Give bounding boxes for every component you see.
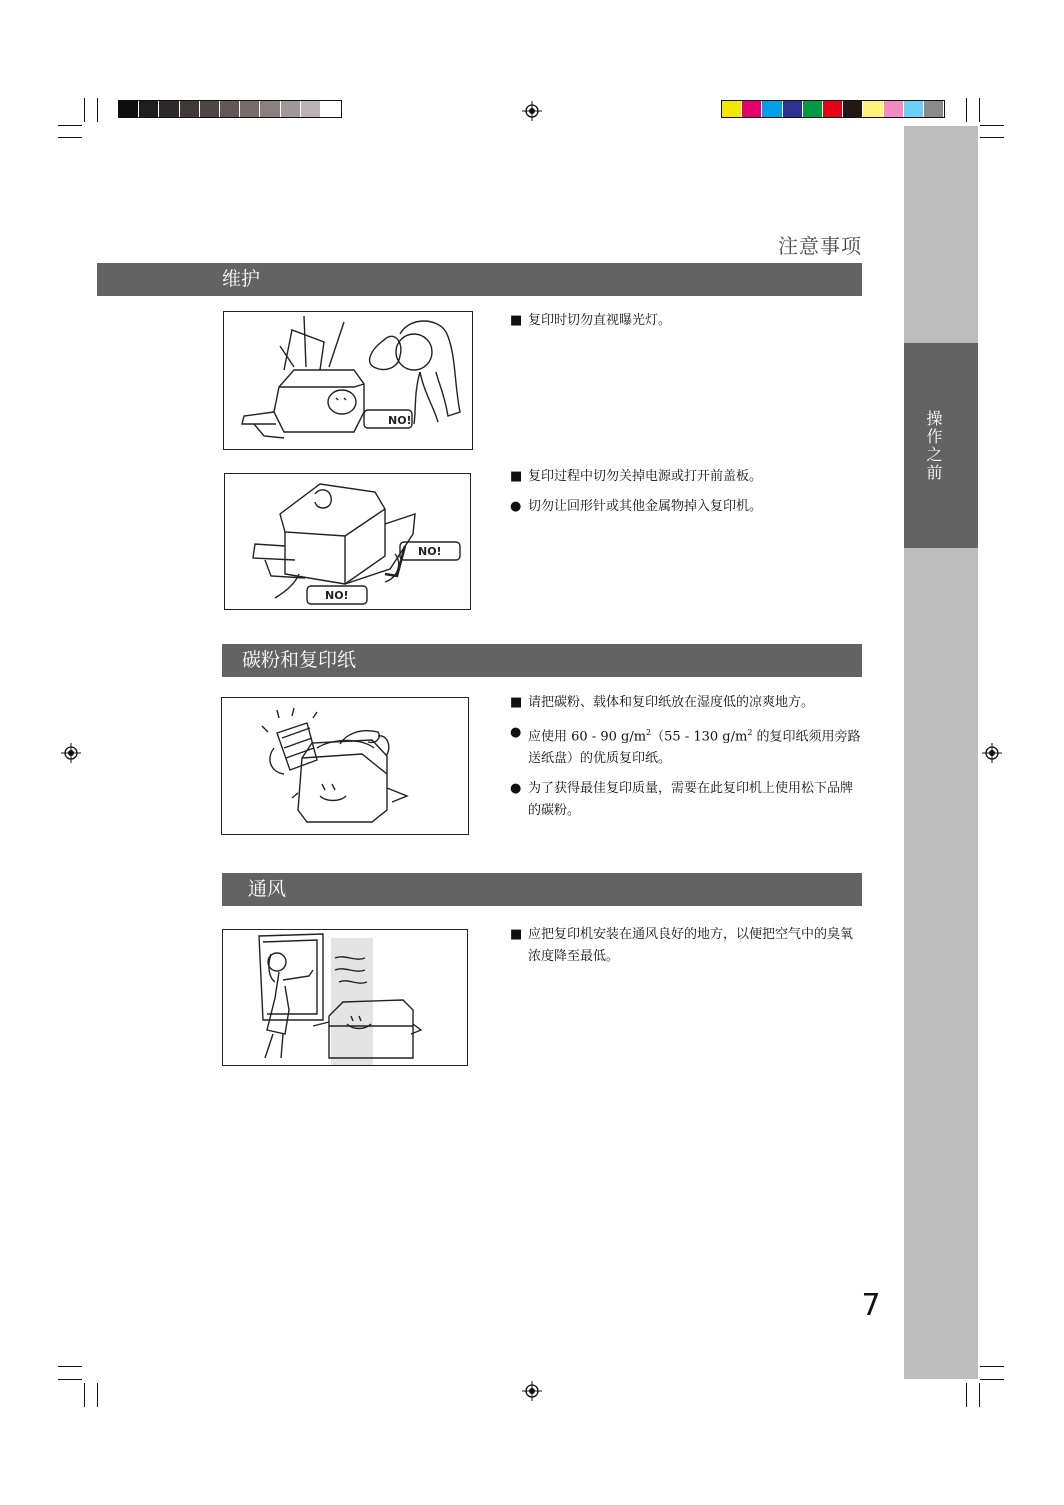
registration-mark-icon bbox=[522, 101, 542, 121]
section-header-maintenance bbox=[97, 263, 862, 296]
note-group bbox=[510, 924, 862, 976]
gray-swatch bbox=[139, 101, 159, 117]
note-text: 切勿让回形针或其他金属物掉入复印机。 bbox=[528, 499, 763, 514]
bullet-square-icon: ■ bbox=[510, 695, 523, 710]
section-title: 碳粉和复印纸 bbox=[242, 649, 357, 671]
registration-mark-icon bbox=[982, 743, 1002, 763]
gray-swatch bbox=[220, 101, 240, 117]
section-title: 维护 bbox=[222, 268, 261, 290]
illustration-toner-paper bbox=[221, 697, 469, 835]
note-group bbox=[510, 466, 862, 526]
registration-mark-icon bbox=[522, 1381, 542, 1401]
gray-swatch bbox=[200, 101, 220, 117]
color-bar bbox=[721, 100, 945, 118]
bullet-square-icon: ■ bbox=[510, 313, 523, 328]
note-text: 复印过程中切勿关掉电源或打开前盖板。 bbox=[528, 469, 763, 484]
bullet-circle-icon: ● bbox=[510, 725, 522, 740]
color-swatch bbox=[742, 101, 762, 117]
note-group bbox=[510, 692, 862, 830]
no-label: NO! bbox=[388, 414, 412, 427]
bullet-circle-icon: ● bbox=[510, 781, 522, 797]
color-swatch bbox=[884, 101, 904, 117]
note-text: 应使用 60 - 90 $g/m^2(55 - 130$ $g/m^2$ 的复印纸须用旁路送纸盘）的优质复印纸。 bbox=[528, 728, 861, 767]
crop-mark bbox=[980, 1379, 1004, 1380]
crop-mark bbox=[58, 137, 82, 138]
gray-swatch bbox=[159, 101, 179, 117]
color-swatch bbox=[722, 101, 742, 117]
color-swatch bbox=[904, 101, 924, 117]
gray-swatch bbox=[260, 101, 280, 117]
gray-swatch bbox=[321, 101, 341, 117]
bullet-circle-icon: ● bbox=[510, 499, 522, 514]
note-text: 为了获得最佳复印质量，需要在此复印机上使用松下品牌的碳粉。 bbox=[528, 781, 854, 819]
note-text: 请把碳粉、载体和复印纸放在湿度低的凉爽地方。 bbox=[528, 695, 815, 710]
gray-swatch bbox=[281, 101, 301, 117]
note-item bbox=[510, 466, 862, 488]
crop-mark bbox=[979, 1383, 980, 1407]
gray-swatch bbox=[119, 101, 139, 117]
color-swatch bbox=[823, 101, 843, 117]
illustration-exposure-lamp bbox=[223, 311, 473, 450]
page-number: 7 bbox=[861, 1288, 881, 1323]
section-title: 通风 bbox=[248, 878, 287, 900]
note-text: 复印时切勿直视曝光灯。 bbox=[528, 313, 672, 328]
section-header-ventilation bbox=[222, 873, 862, 906]
no-label: NO! bbox=[325, 589, 349, 602]
color-swatch bbox=[843, 101, 863, 117]
color-swatch bbox=[924, 101, 944, 117]
crop-mark bbox=[966, 1383, 967, 1407]
color-swatch bbox=[863, 101, 883, 117]
color-swatch bbox=[803, 101, 823, 117]
crop-mark bbox=[58, 1366, 82, 1367]
illustration-ventilation bbox=[222, 929, 468, 1066]
crop-mark bbox=[84, 98, 85, 122]
gray-swatch bbox=[180, 101, 200, 117]
bullet-square-icon: ■ bbox=[510, 927, 523, 942]
note-item bbox=[510, 496, 862, 518]
no-label: NO! bbox=[418, 545, 442, 558]
illustration-power-cover bbox=[224, 473, 471, 610]
color-swatch bbox=[783, 101, 803, 117]
bullet-square-icon: ■ bbox=[510, 469, 523, 484]
note-item bbox=[510, 692, 862, 714]
gray-swatch bbox=[240, 101, 260, 117]
side-strip bbox=[904, 126, 978, 1379]
crop-mark bbox=[58, 1379, 82, 1380]
crop-mark bbox=[97, 98, 98, 122]
color-swatch bbox=[762, 101, 782, 117]
section-header-toner-paper bbox=[222, 644, 862, 677]
page-title: 注意事项 bbox=[778, 234, 862, 258]
crop-mark bbox=[97, 1383, 98, 1407]
crop-mark bbox=[966, 98, 967, 122]
note-item bbox=[510, 310, 862, 332]
crop-mark bbox=[58, 125, 82, 126]
crop-mark bbox=[979, 98, 980, 122]
registration-mark-icon bbox=[61, 743, 81, 763]
note-item bbox=[510, 722, 862, 770]
crop-mark bbox=[84, 1383, 85, 1407]
crop-mark bbox=[980, 125, 1004, 126]
note-item bbox=[510, 778, 862, 822]
note-item bbox=[510, 924, 862, 968]
side-tab-label: 操作之前 bbox=[924, 410, 943, 482]
gray-swatch bbox=[301, 101, 321, 117]
note-group bbox=[510, 310, 862, 340]
grayscale-bar bbox=[118, 100, 342, 118]
crop-mark bbox=[980, 137, 1004, 138]
note-text: 应把复印机安装在通风良好的地方，以便把空气中的臭氧浓度降至最低。 bbox=[528, 927, 854, 964]
crop-mark bbox=[980, 1366, 1004, 1367]
